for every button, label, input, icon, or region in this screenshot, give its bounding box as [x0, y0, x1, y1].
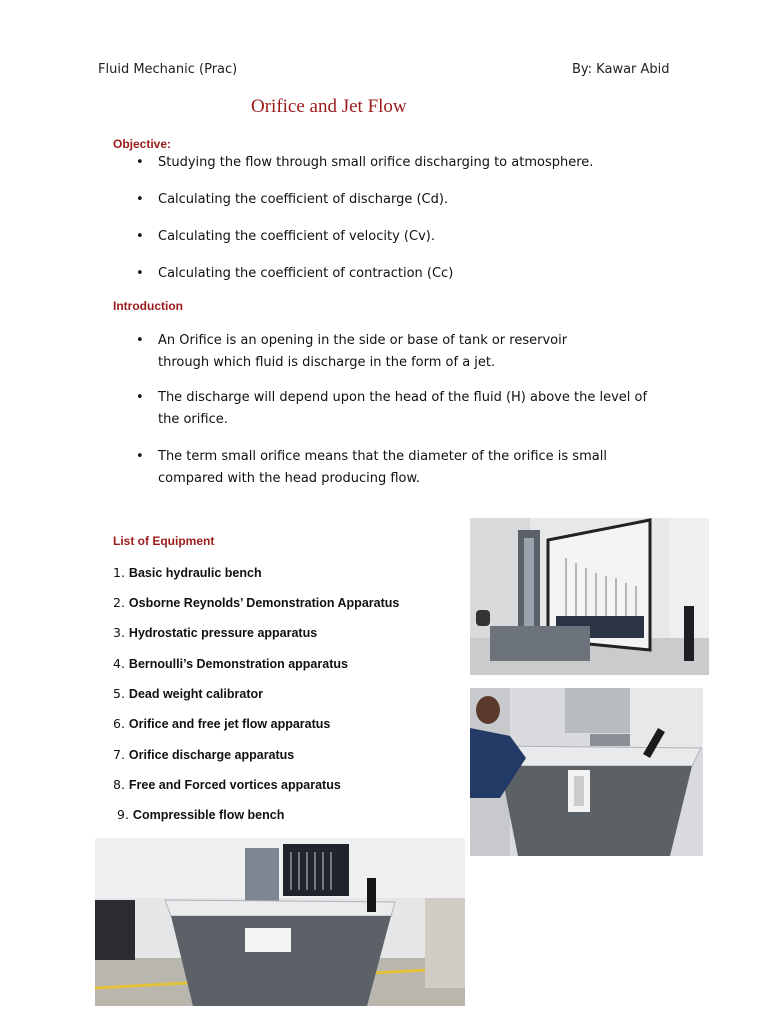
list-item: 7. Orifice discharge apparatus — [113, 747, 295, 762]
apparatus-photo-1 — [470, 518, 709, 675]
apparatus-photo-2 — [470, 688, 703, 856]
list-item: 9. Compressible flow bench — [117, 807, 285, 822]
objective-heading: Objective: — [113, 137, 172, 151]
header-course: Fluid Mechanic (Prac) — [98, 62, 238, 77]
list-item: 1. Basic hydraulic bench — [113, 565, 262, 580]
list-item: 8. Free and Forced vortices apparatus — [113, 777, 341, 792]
introduction-heading: Introduction — [113, 299, 183, 313]
list-item: 6. Orifice and free jet flow apparatus — [113, 716, 331, 731]
page-title: Orifice and Jet Flow — [251, 96, 407, 117]
equipment-heading: List of Equipment — [113, 534, 215, 548]
apparatus-photo-3 — [95, 838, 465, 1006]
list-item: 5. Dead weight calibrator — [113, 686, 263, 701]
list-item: 2. Osborne Reynolds’ Demonstration Apparatus — [113, 595, 400, 610]
list-item: 4. Bernoulli’s Demonstration apparatus — [113, 656, 348, 671]
list-item: 3. Hydrostatic pressure apparatus — [113, 625, 318, 640]
header-author: By: Kawar Abid — [572, 62, 670, 77]
